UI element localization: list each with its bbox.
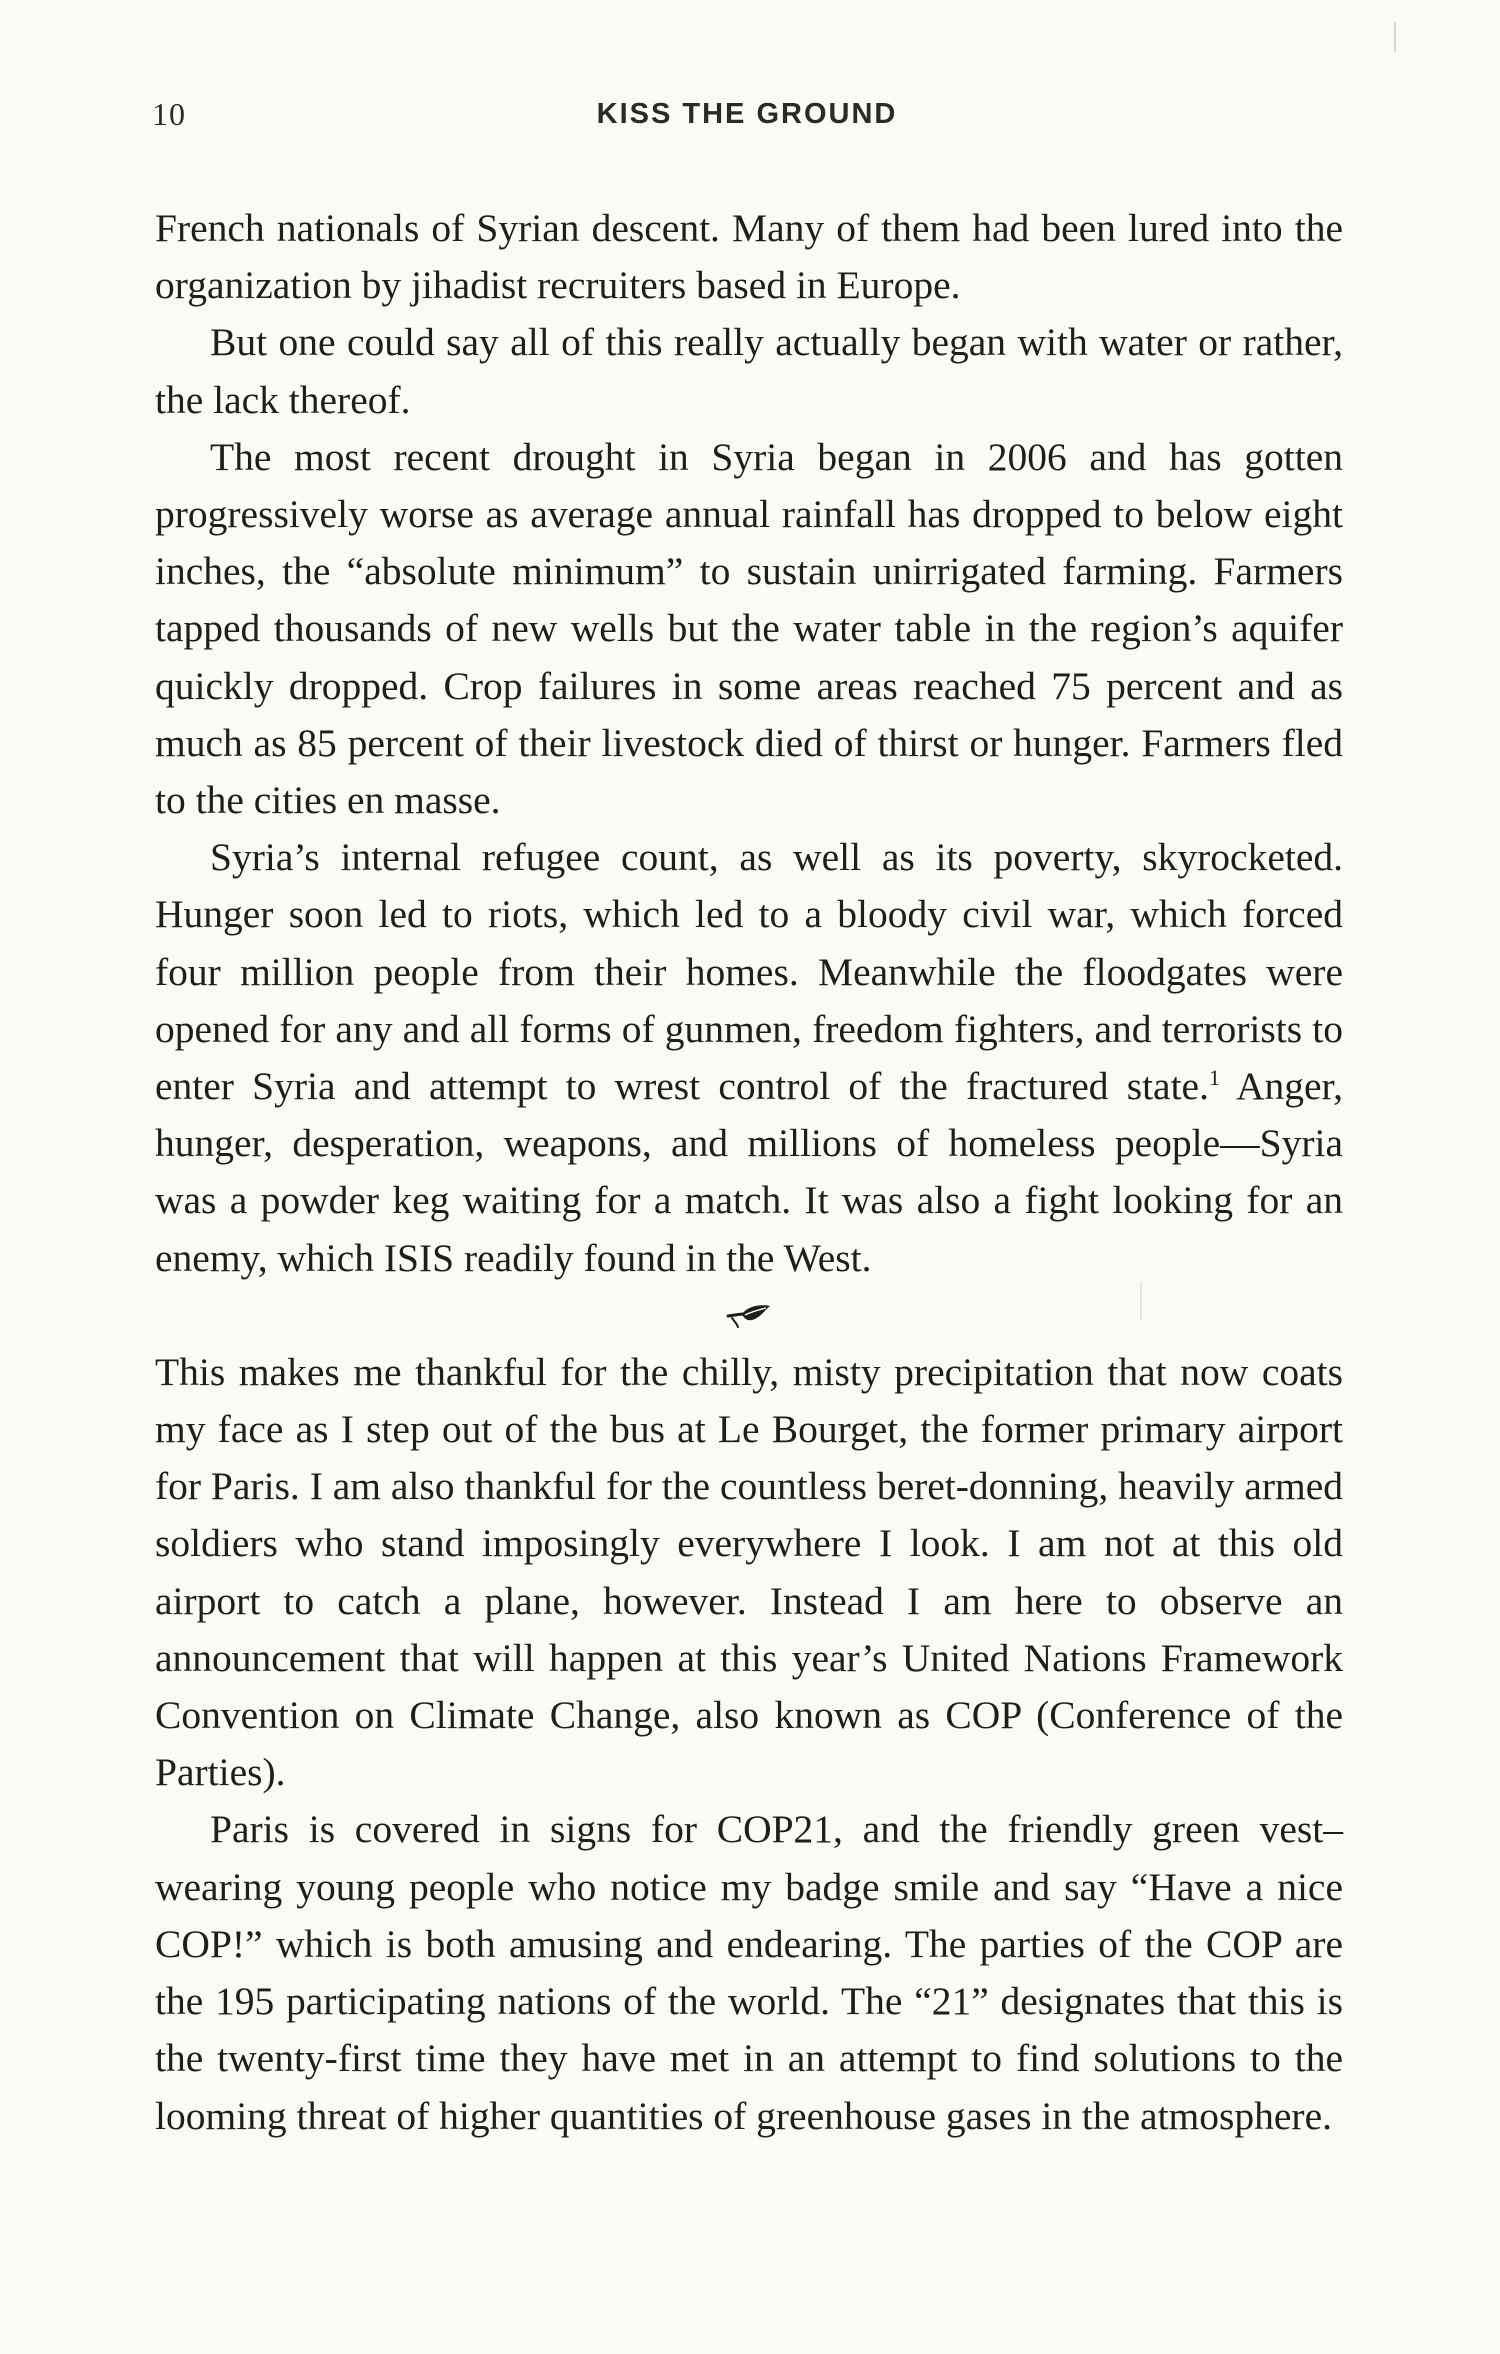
- scan-artifact-mark: [1394, 22, 1396, 52]
- paragraph-5: This makes me thankful for the chilly, misty precipitation that now coats my face as I step out of the bus at Le Bourget, the former primary airport for Paris. I am also thankful for the countless beret-donning, heavily armed soldiers who stand imposingly everywhere I look. I am not at this old airport to catch a plane, however. Instead I am here to observe an announcement that will happen at this year’s United Nations Framework Convention on Climate Change, also known as COP (Conference of the Parties).: [155, 1349, 1343, 1795]
- paragraph-2: But one could say all of this really actually began with water or rather, the lack thereof.: [155, 320, 1343, 422]
- section-break-ornament: [155, 1287, 1343, 1344]
- scan-artifact-mark: [1140, 1282, 1142, 1320]
- paragraph-6: Paris is covered in signs for COP21, and the friendly green vest–wearing young people who notice my badge smile and say “Have a nice COP!” which is both amusing and endearing. The parties of the COP are the 195 participating nations of the world. The “21” designates that this is the twenty-first time they have met in an attempt to find solutions to the looming threat of higher quantities of greenhouse gases in the atmosphere.: [155, 1807, 1343, 2138]
- paragraph-4-text-b: Anger, hunger, desperation, weapons, and millions of homeless people—Syria was a powder keg waiting for a match. It was also a fight looking for an enemy, which ISIS readily found in the West.: [155, 1064, 1343, 1280]
- paragraph-3: The most recent drought in Syria began in 2006 and has gotten progressively worse as average annual rainfall has dropped to below eight inches, the “absolute minimum” to sustain unirrigated farming. Farmers tapped thousands of new wells but the water table in the region’s aquifer quickly dropped. Crop failures in some areas reached 75 percent and as much as 85 percent of their livestock died of thirst or hunger. Farmers fled to the cities en masse.: [155, 434, 1343, 823]
- leaf-icon: [726, 1302, 772, 1328]
- paragraph-1: French nationals of Syrian descent. Many of them had been lured into the organization by jihadist recruiters based in Europe.: [155, 206, 1343, 308]
- paragraph-4: [155, 829, 1343, 1287]
- body-text: [155, 200, 1343, 2145]
- running-title: KISS THE GROUND: [596, 98, 898, 130]
- footnote-marker: 1: [1208, 1064, 1220, 1090]
- page-number: 10: [152, 96, 186, 132]
- paragraph-4-text-a: Syria’s internal refugee count, as well as its poverty, skyrocketed. Hunger soon led to riots, which led to a bloody civil war, which forced four million people from their homes. Meanwhile the floodgates were opened for any and all forms of gunmen, freedom fighters, and terrorists to enter Syria and attempt to wrest control of the fractured state.: [155, 835, 1343, 1109]
- running-head: [152, 96, 1342, 136]
